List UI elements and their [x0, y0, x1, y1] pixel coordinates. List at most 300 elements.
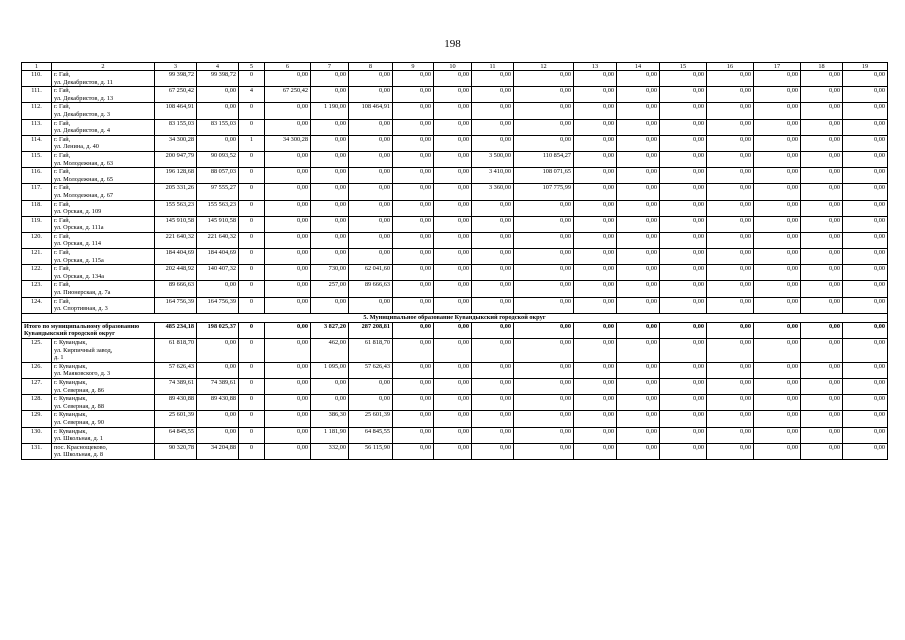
table-row [22, 265, 888, 281]
value-cell: 0,00 [660, 151, 707, 167]
value-cell: 155 563,23 [155, 200, 197, 216]
value-cell: 0,00 [754, 339, 801, 363]
value-cell: 0,00 [843, 297, 888, 313]
value-cell: 0,00 [801, 297, 843, 313]
value-cell: 83 155,03 [155, 119, 197, 135]
total-label: Итого по муниципальному образованию Кувандыкский городской округ [22, 322, 155, 338]
value-cell: 0,00 [843, 184, 888, 200]
value-cell: 0,00 [349, 71, 393, 87]
value-cell: 0,00 [265, 103, 311, 119]
value-cell: 0,00 [311, 216, 349, 232]
table-row [22, 378, 888, 394]
value-cell: 0,00 [754, 216, 801, 232]
value-cell: 0,00 [472, 339, 514, 363]
value-cell: 0,00 [265, 411, 311, 427]
value-cell: 164 756,39 [155, 297, 197, 313]
value-cell: 0,00 [393, 151, 434, 167]
count-cell: 0 [239, 168, 265, 184]
value-cell: 462,00 [311, 339, 349, 363]
value-cell: 0,00 [707, 232, 754, 248]
value-cell: 0,00 [393, 216, 434, 232]
value-cell: 0,00 [843, 119, 888, 135]
value-cell: 0,00 [265, 443, 311, 459]
count-cell: 0 [239, 200, 265, 216]
value-cell: 0,00 [472, 216, 514, 232]
value-cell: 0,00 [660, 265, 707, 281]
value-cell: 0,00 [434, 87, 472, 103]
value-cell: 0,00 [265, 297, 311, 313]
table-row [22, 339, 888, 363]
value-cell: 34 300,28 [155, 135, 197, 151]
value-cell: 67 250,42 [155, 87, 197, 103]
value-cell: 0,00 [574, 297, 617, 313]
value-cell: 0,00 [393, 232, 434, 248]
value-cell: 64 845,55 [155, 427, 197, 443]
total-value: 0,00 [660, 322, 707, 338]
value-cell: 0,00 [514, 232, 574, 248]
address-cell: г. Гай, ул. Молодежная, д. 63 [52, 151, 155, 167]
value-cell: 0,00 [574, 184, 617, 200]
value-cell: 0,00 [843, 443, 888, 459]
value-cell: 0,00 [514, 216, 574, 232]
value-cell: 0,00 [617, 87, 660, 103]
value-cell: 34 204,88 [197, 443, 239, 459]
value-cell: 57 626,43 [155, 362, 197, 378]
value-cell: 0,00 [514, 443, 574, 459]
value-cell: 34 300,28 [265, 135, 311, 151]
value-cell: 0,00 [617, 411, 660, 427]
value-cell: 0,00 [754, 151, 801, 167]
value-cell: 0,00 [574, 427, 617, 443]
value-cell: 25 601,39 [155, 411, 197, 427]
value-cell: 0,00 [660, 362, 707, 378]
value-cell: 89 666,63 [155, 281, 197, 297]
value-cell: 0,00 [393, 378, 434, 394]
row-number: 115. [22, 151, 52, 167]
value-cell: 0,00 [349, 297, 393, 313]
column-number: 15 [660, 63, 707, 71]
value-cell: 0,00 [617, 297, 660, 313]
value-cell: 0,00 [574, 281, 617, 297]
value-cell: 74 389,61 [197, 378, 239, 394]
value-cell: 0,00 [707, 297, 754, 313]
value-cell: 0,00 [393, 103, 434, 119]
value-cell: 0,00 [472, 135, 514, 151]
value-cell: 0,00 [265, 427, 311, 443]
table-body [22, 63, 888, 460]
value-cell: 0,00 [707, 184, 754, 200]
total-value: 485 234,18 [155, 322, 197, 338]
value-cell: 0,00 [349, 168, 393, 184]
table-row [22, 151, 888, 167]
value-cell: 0,00 [349, 119, 393, 135]
value-cell: 0,00 [574, 395, 617, 411]
value-cell: 0,00 [472, 71, 514, 87]
value-cell: 89 666,63 [349, 281, 393, 297]
row-number: 131. [22, 443, 52, 459]
value-cell: 0,00 [801, 103, 843, 119]
value-cell: 0,00 [660, 339, 707, 363]
value-cell: 0,00 [660, 249, 707, 265]
column-number: 2 [52, 63, 155, 71]
row-number: 114. [22, 135, 52, 151]
value-cell: 0,00 [754, 281, 801, 297]
column-number: 7 [311, 63, 349, 71]
value-cell: 0,00 [801, 168, 843, 184]
address-cell: г. Гай, ул. Пионерская, д. 7а [52, 281, 155, 297]
value-cell: 0,00 [754, 103, 801, 119]
count-cell: 0 [239, 395, 265, 411]
value-cell: 0,00 [707, 443, 754, 459]
value-cell: 0,00 [617, 71, 660, 87]
value-cell: 0,00 [843, 216, 888, 232]
value-cell: 0,00 [514, 362, 574, 378]
value-cell: 0,00 [311, 119, 349, 135]
column-number: 8 [349, 63, 393, 71]
value-cell: 0,00 [514, 87, 574, 103]
row-number: 110. [22, 71, 52, 87]
value-cell: 0,00 [349, 216, 393, 232]
value-cell: 0,00 [574, 443, 617, 459]
address-cell: г. Гай, ул. Орская, д. 111а [52, 216, 155, 232]
value-cell: 0,00 [514, 427, 574, 443]
value-cell: 145 910,58 [197, 216, 239, 232]
value-cell: 0,00 [434, 427, 472, 443]
address-cell: г. Гай, ул. Молодежная, д. 65 [52, 168, 155, 184]
value-cell: 202 448,92 [155, 265, 197, 281]
value-cell: 90 320,78 [155, 443, 197, 459]
value-cell: 0,00 [472, 395, 514, 411]
value-cell: 0,00 [660, 168, 707, 184]
row-number: 111. [22, 87, 52, 103]
value-cell: 0,00 [707, 281, 754, 297]
value-cell: 0,00 [434, 200, 472, 216]
value-cell: 25 601,39 [349, 411, 393, 427]
value-cell: 0,00 [801, 249, 843, 265]
total-value: 0,00 [843, 322, 888, 338]
column-number: 18 [801, 63, 843, 71]
total-value: 0,00 [393, 322, 434, 338]
value-cell: 0,00 [349, 184, 393, 200]
row-number: 130. [22, 427, 52, 443]
value-cell: 0,00 [754, 168, 801, 184]
total-value: 0,00 [707, 322, 754, 338]
table-row [22, 232, 888, 248]
value-cell: 0,00 [574, 103, 617, 119]
value-cell: 0,00 [311, 200, 349, 216]
value-cell: 0,00 [843, 395, 888, 411]
value-cell: 0,00 [472, 411, 514, 427]
value-cell: 0,00 [393, 168, 434, 184]
value-cell: 0,00 [514, 103, 574, 119]
value-cell: 3 500,00 [472, 151, 514, 167]
value-cell: 0,00 [801, 281, 843, 297]
row-number: 122. [22, 265, 52, 281]
total-value: 0 [239, 322, 265, 338]
total-value: 0,00 [434, 322, 472, 338]
value-cell: 89 430,88 [197, 395, 239, 411]
value-cell: 0,00 [514, 378, 574, 394]
value-cell: 0,00 [801, 71, 843, 87]
value-cell: 0,00 [574, 71, 617, 87]
value-cell: 200 947,79 [155, 151, 197, 167]
value-cell: 0,00 [617, 281, 660, 297]
table-row [22, 249, 888, 265]
value-cell: 0,00 [514, 339, 574, 363]
value-cell: 0,00 [514, 411, 574, 427]
address-cell: г. Кувандык, ул. Школьная, д. 1 [52, 427, 155, 443]
value-cell: 0,00 [754, 378, 801, 394]
page-number: 198 [444, 38, 461, 50]
value-cell: 0,00 [349, 200, 393, 216]
value-cell: 83 155,03 [197, 119, 239, 135]
value-cell: 0,00 [617, 151, 660, 167]
value-cell: 0,00 [801, 119, 843, 135]
table-row [22, 216, 888, 232]
value-cell: 0,00 [660, 200, 707, 216]
value-cell: 0,00 [754, 87, 801, 103]
value-cell: 99 398,72 [155, 71, 197, 87]
value-cell: 0,00 [472, 443, 514, 459]
column-number-row [22, 63, 888, 71]
column-number: 4 [197, 63, 239, 71]
value-cell: 0,00 [617, 200, 660, 216]
value-cell: 0,00 [754, 119, 801, 135]
value-cell: 0,00 [801, 362, 843, 378]
address-cell: г. Гай, ул. Спортивная, д. 3 [52, 297, 155, 313]
row-number: 120. [22, 232, 52, 248]
value-cell: 0,00 [434, 378, 472, 394]
value-cell: 0,00 [434, 103, 472, 119]
count-cell: 0 [239, 103, 265, 119]
value-cell: 386,30 [311, 411, 349, 427]
address-cell: г. Кувандык, ул. Северная, д. 88 [52, 395, 155, 411]
value-cell: 0,00 [472, 362, 514, 378]
value-cell: 0,00 [660, 395, 707, 411]
value-cell: 0,00 [265, 151, 311, 167]
value-cell: 0,00 [617, 265, 660, 281]
value-cell: 0,00 [514, 265, 574, 281]
value-cell: 0,00 [393, 427, 434, 443]
value-cell: 0,00 [574, 362, 617, 378]
value-cell: 0,00 [349, 135, 393, 151]
table-row [22, 395, 888, 411]
value-cell: 0,00 [434, 232, 472, 248]
value-cell: 0,00 [393, 135, 434, 151]
row-number: 124. [22, 297, 52, 313]
value-cell: 0,00 [707, 87, 754, 103]
value-cell: 0,00 [754, 265, 801, 281]
value-cell: 0,00 [843, 168, 888, 184]
value-cell: 0,00 [574, 216, 617, 232]
count-cell: 0 [239, 411, 265, 427]
column-number: 14 [617, 63, 660, 71]
value-cell: 196 128,68 [155, 168, 197, 184]
count-cell: 0 [239, 378, 265, 394]
value-cell: 0,00 [311, 87, 349, 103]
address-cell: г. Кувандык, ул. Северная, д. 90 [52, 411, 155, 427]
value-cell: 99 398,72 [197, 71, 239, 87]
data-table [21, 62, 888, 460]
value-cell: 184 404,69 [197, 249, 239, 265]
table-row [22, 184, 888, 200]
value-cell: 0,00 [434, 168, 472, 184]
value-cell: 0,00 [843, 281, 888, 297]
count-cell: 0 [239, 362, 265, 378]
value-cell: 0,00 [707, 427, 754, 443]
row-number: 128. [22, 395, 52, 411]
total-value: 287 208,81 [349, 322, 393, 338]
address-cell: г. Гай, ул. Декабристов, д. 3 [52, 103, 155, 119]
value-cell: 155 563,23 [197, 200, 239, 216]
value-cell: 0,00 [707, 135, 754, 151]
value-cell: 0,00 [265, 362, 311, 378]
value-cell: 0,00 [754, 297, 801, 313]
value-cell: 0,00 [754, 135, 801, 151]
value-cell: 0,00 [843, 151, 888, 167]
value-cell: 0,00 [843, 232, 888, 248]
value-cell: 0,00 [754, 200, 801, 216]
value-cell: 0,00 [434, 184, 472, 200]
value-cell: 0,00 [393, 411, 434, 427]
value-cell: 0,00 [434, 443, 472, 459]
column-number: 17 [754, 63, 801, 71]
address-cell: г. Гай, ул. Орская, д. 115а [52, 249, 155, 265]
row-number: 129. [22, 411, 52, 427]
address-cell: г. Гай, ул. Ленина, д. 40 [52, 135, 155, 151]
value-cell: 3 410,00 [472, 168, 514, 184]
value-cell: 0,00 [843, 135, 888, 151]
value-cell: 0,00 [393, 184, 434, 200]
value-cell: 0,00 [574, 119, 617, 135]
value-cell: 0,00 [514, 395, 574, 411]
value-cell: 61 818,70 [155, 339, 197, 363]
value-cell: 0,00 [660, 135, 707, 151]
value-cell: 0,00 [707, 168, 754, 184]
value-cell: 0,00 [660, 119, 707, 135]
count-cell: 0 [239, 151, 265, 167]
value-cell: 0,00 [311, 297, 349, 313]
value-cell: 0,00 [801, 200, 843, 216]
table-row [22, 427, 888, 443]
value-cell: 0,00 [514, 119, 574, 135]
count-cell: 0 [239, 119, 265, 135]
value-cell: 0,00 [843, 427, 888, 443]
value-cell: 0,00 [707, 265, 754, 281]
value-cell: 0,00 [707, 411, 754, 427]
value-cell: 0,00 [472, 265, 514, 281]
count-cell: 1 [239, 135, 265, 151]
column-number: 1 [22, 63, 52, 71]
value-cell: 110 854,27 [514, 151, 574, 167]
address-cell: г. Кувандык, ул. Маяковского, д. 3 [52, 362, 155, 378]
value-cell: 0,00 [801, 411, 843, 427]
value-cell: 0,00 [754, 411, 801, 427]
value-cell: 0,00 [574, 249, 617, 265]
address-cell: г. Гай, ул. Декабристов, д. 11 [52, 71, 155, 87]
value-cell: 0,00 [660, 232, 707, 248]
value-cell: 0,00 [311, 378, 349, 394]
value-cell: 205 331,26 [155, 184, 197, 200]
value-cell: 0,00 [393, 281, 434, 297]
value-cell: 0,00 [434, 411, 472, 427]
value-cell: 0,00 [197, 87, 239, 103]
address-cell: пос. Краснощеково, ул. Школьная, д. 8 [52, 443, 155, 459]
count-cell: 0 [239, 71, 265, 87]
row-number: 119. [22, 216, 52, 232]
total-value: 0,00 [514, 322, 574, 338]
count-cell: 0 [239, 184, 265, 200]
value-cell: 0,00 [754, 249, 801, 265]
column-number: 11 [472, 63, 514, 71]
value-cell: 74 389,61 [155, 378, 197, 394]
column-number: 13 [574, 63, 617, 71]
value-cell: 0,00 [311, 168, 349, 184]
total-row [22, 322, 888, 338]
value-cell: 0,00 [660, 427, 707, 443]
total-value: 0,00 [265, 322, 311, 338]
value-cell: 0,00 [801, 232, 843, 248]
value-cell: 0,00 [311, 151, 349, 167]
value-cell: 0,00 [197, 411, 239, 427]
value-cell: 0,00 [197, 362, 239, 378]
count-cell: 0 [239, 281, 265, 297]
value-cell: 0,00 [660, 281, 707, 297]
value-cell: 0,00 [707, 362, 754, 378]
value-cell: 0,00 [843, 411, 888, 427]
value-cell: 0,00 [265, 395, 311, 411]
value-cell: 0,00 [754, 232, 801, 248]
row-number: 121. [22, 249, 52, 265]
value-cell: 90 093,52 [197, 151, 239, 167]
value-cell: 0,00 [434, 151, 472, 167]
value-cell: 108 464,91 [155, 103, 197, 119]
value-cell: 0,00 [617, 249, 660, 265]
value-cell: 0,00 [434, 281, 472, 297]
value-cell: 221 640,32 [155, 232, 197, 248]
value-cell: 0,00 [801, 151, 843, 167]
value-cell: 0,00 [472, 232, 514, 248]
address-cell: г. Гай, ул. Молодежная, д. 67 [52, 184, 155, 200]
value-cell: 0,00 [349, 151, 393, 167]
address-cell: г. Гай, ул. Орская, д. 109 [52, 200, 155, 216]
value-cell: 1 190,00 [311, 103, 349, 119]
value-cell: 0,00 [660, 297, 707, 313]
value-cell: 1 095,00 [311, 362, 349, 378]
value-cell: 0,00 [617, 232, 660, 248]
address-cell: г. Гай, ул. Орская, д. 134а [52, 265, 155, 281]
value-cell: 0,00 [801, 443, 843, 459]
value-cell: 0,00 [393, 71, 434, 87]
value-cell: 0,00 [472, 297, 514, 313]
value-cell: 0,00 [660, 411, 707, 427]
value-cell: 0,00 [472, 249, 514, 265]
value-cell: 0,00 [754, 443, 801, 459]
count-cell: 0 [239, 297, 265, 313]
value-cell: 184 404,69 [155, 249, 197, 265]
value-cell: 0,00 [660, 87, 707, 103]
value-cell: 0,00 [472, 87, 514, 103]
value-cell: 0,00 [265, 265, 311, 281]
value-cell: 0,00 [265, 232, 311, 248]
value-cell: 0,00 [707, 71, 754, 87]
value-cell: 0,00 [843, 339, 888, 363]
value-cell: 0,00 [349, 378, 393, 394]
value-cell: 0,00 [617, 103, 660, 119]
row-number: 118. [22, 200, 52, 216]
value-cell: 0,00 [660, 103, 707, 119]
value-cell: 0,00 [754, 184, 801, 200]
